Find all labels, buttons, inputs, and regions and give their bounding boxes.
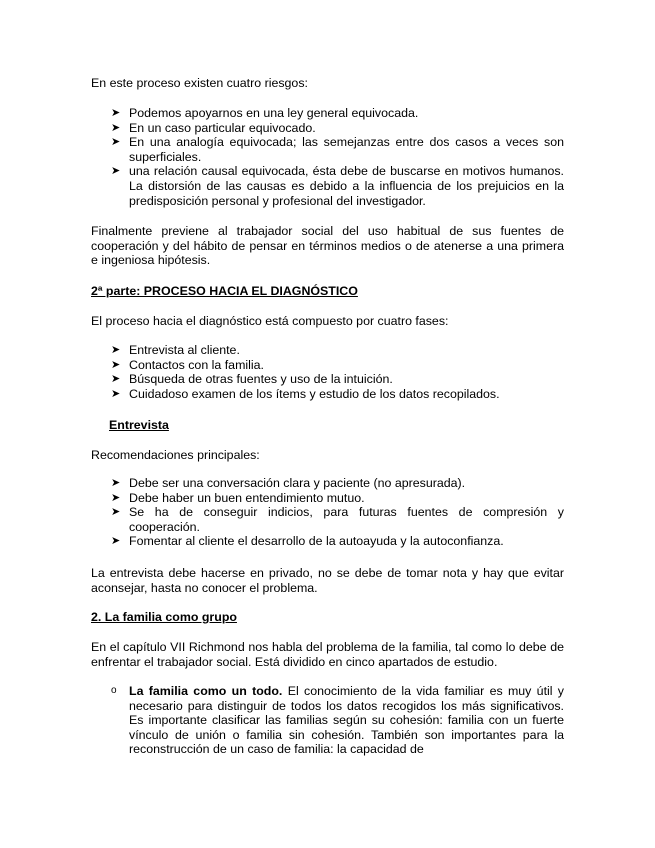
section-heading-familia: 2. La familia como grupo bbox=[91, 610, 237, 624]
section-heading-diagnostico: 2ª parte: PROCESO HACIA EL DIAGNÓSTICO bbox=[91, 284, 358, 298]
list-item: ➤ Entrevista al cliente. bbox=[111, 343, 240, 357]
familia-item-text: El conocimiento de la vida familiar es muy útil y necesario para distinguir de todos los datos recogidos los más significativos. Es importante clasificar las familias según su cohesión: familia con un fuerte vínculo de unión o familia sin cohesión. También son importantes para la reconstrucción de un caso de familia: la capacidad de bbox=[129, 684, 565, 757]
arrow-bullet-icon: ➤ bbox=[111, 373, 121, 386]
list-item: ➤ Se ha de conseguir indicios, para futuras fuentes de compresión y cooperación. bbox=[111, 505, 564, 534]
list-item: ➤ Fomentar al cliente el desarrollo de la autoayuda y la autoconfianza. bbox=[111, 534, 504, 549]
risks-list bbox=[91, 106, 564, 208]
arrow-bullet-icon: ➤ bbox=[111, 477, 121, 489]
arrow-bullet-icon: ➤ bbox=[111, 506, 121, 519]
list-item: ➤ una relación causal equivocada, ésta debe de buscarse en motivos humanos. La distorsión de las causas es debido a la influencia de los prejuicios en la predisposición personal y profesional del investigador. bbox=[111, 164, 564, 208]
arrow-bullet-icon: ➤ bbox=[111, 121, 121, 134]
list-item: ➤ Debe haber un buen entendimiento mutuo. bbox=[111, 490, 365, 505]
phases-list bbox=[91, 343, 564, 401]
entrevista-heading: Entrevista bbox=[109, 418, 169, 432]
list-item: ➤ Contactos con la familia. bbox=[111, 357, 264, 372]
arrow-bullet-icon: ➤ bbox=[111, 387, 121, 400]
list-item: ➤ Podemos apoyarnos en una ley general equivocada. bbox=[111, 106, 419, 120]
familia-intro: En el capítulo VII Richmond nos habla del problema de la familia, tal como lo debe de enfrentar el trabajador social. Está dividido en cinco apartados de estudio. bbox=[91, 640, 564, 669]
recomendaciones-intro: Recomendaciones principales: bbox=[91, 448, 260, 462]
list-item: ➤ En una analogía equivocada; las semejanzas entre dos casos a veces son superficiales. bbox=[111, 135, 564, 164]
arrow-bullet-icon: ➤ bbox=[111, 344, 121, 356]
list-item: ➤ Cuidadoso examen de los ítems y estudio de los datos recopilados. bbox=[111, 386, 500, 401]
familia-list bbox=[91, 684, 564, 757]
list-item bbox=[91, 684, 564, 757]
arrow-bullet-icon: ➤ bbox=[111, 491, 121, 504]
list-item: ➤ Debe ser una conversación clara y paciente (no apresurada). bbox=[111, 476, 466, 490]
recommendations-list bbox=[91, 476, 564, 549]
arrow-bullet-icon: ➤ bbox=[111, 358, 121, 371]
familia-item-title: La familia como un todo. bbox=[129, 684, 283, 698]
process-intro: El proceso hacia el diagnóstico está compuesto por cuatro fases: bbox=[91, 314, 449, 328]
circle-bullet-icon: o bbox=[111, 685, 117, 696]
finalmente-paragraph: Finalmente previene al trabajador social del uso habitual de sus fuentes de cooperación y del hábito de pensar en términos medios o de atenerse a una primera e ingeniosa hipótesis. bbox=[91, 224, 564, 268]
list-item: ➤ Búsqueda de otras fuentes y uso de la intuición. bbox=[111, 372, 393, 387]
entrevista-note: La entrevista debe hacerse en privado, no se debe de tomar nota y hay que evitar aconsejar, hasta no conocer el problema. bbox=[91, 566, 564, 595]
risks-intro: En este proceso existen cuatro riesgos: bbox=[91, 76, 308, 90]
arrow-bullet-icon: ➤ bbox=[111, 136, 121, 149]
arrow-bullet-icon: ➤ bbox=[111, 535, 121, 548]
arrow-bullet-icon: ➤ bbox=[111, 165, 121, 178]
list-item: ➤ En un caso particular equivocado. bbox=[111, 120, 316, 135]
arrow-bullet-icon: ➤ bbox=[111, 107, 121, 119]
